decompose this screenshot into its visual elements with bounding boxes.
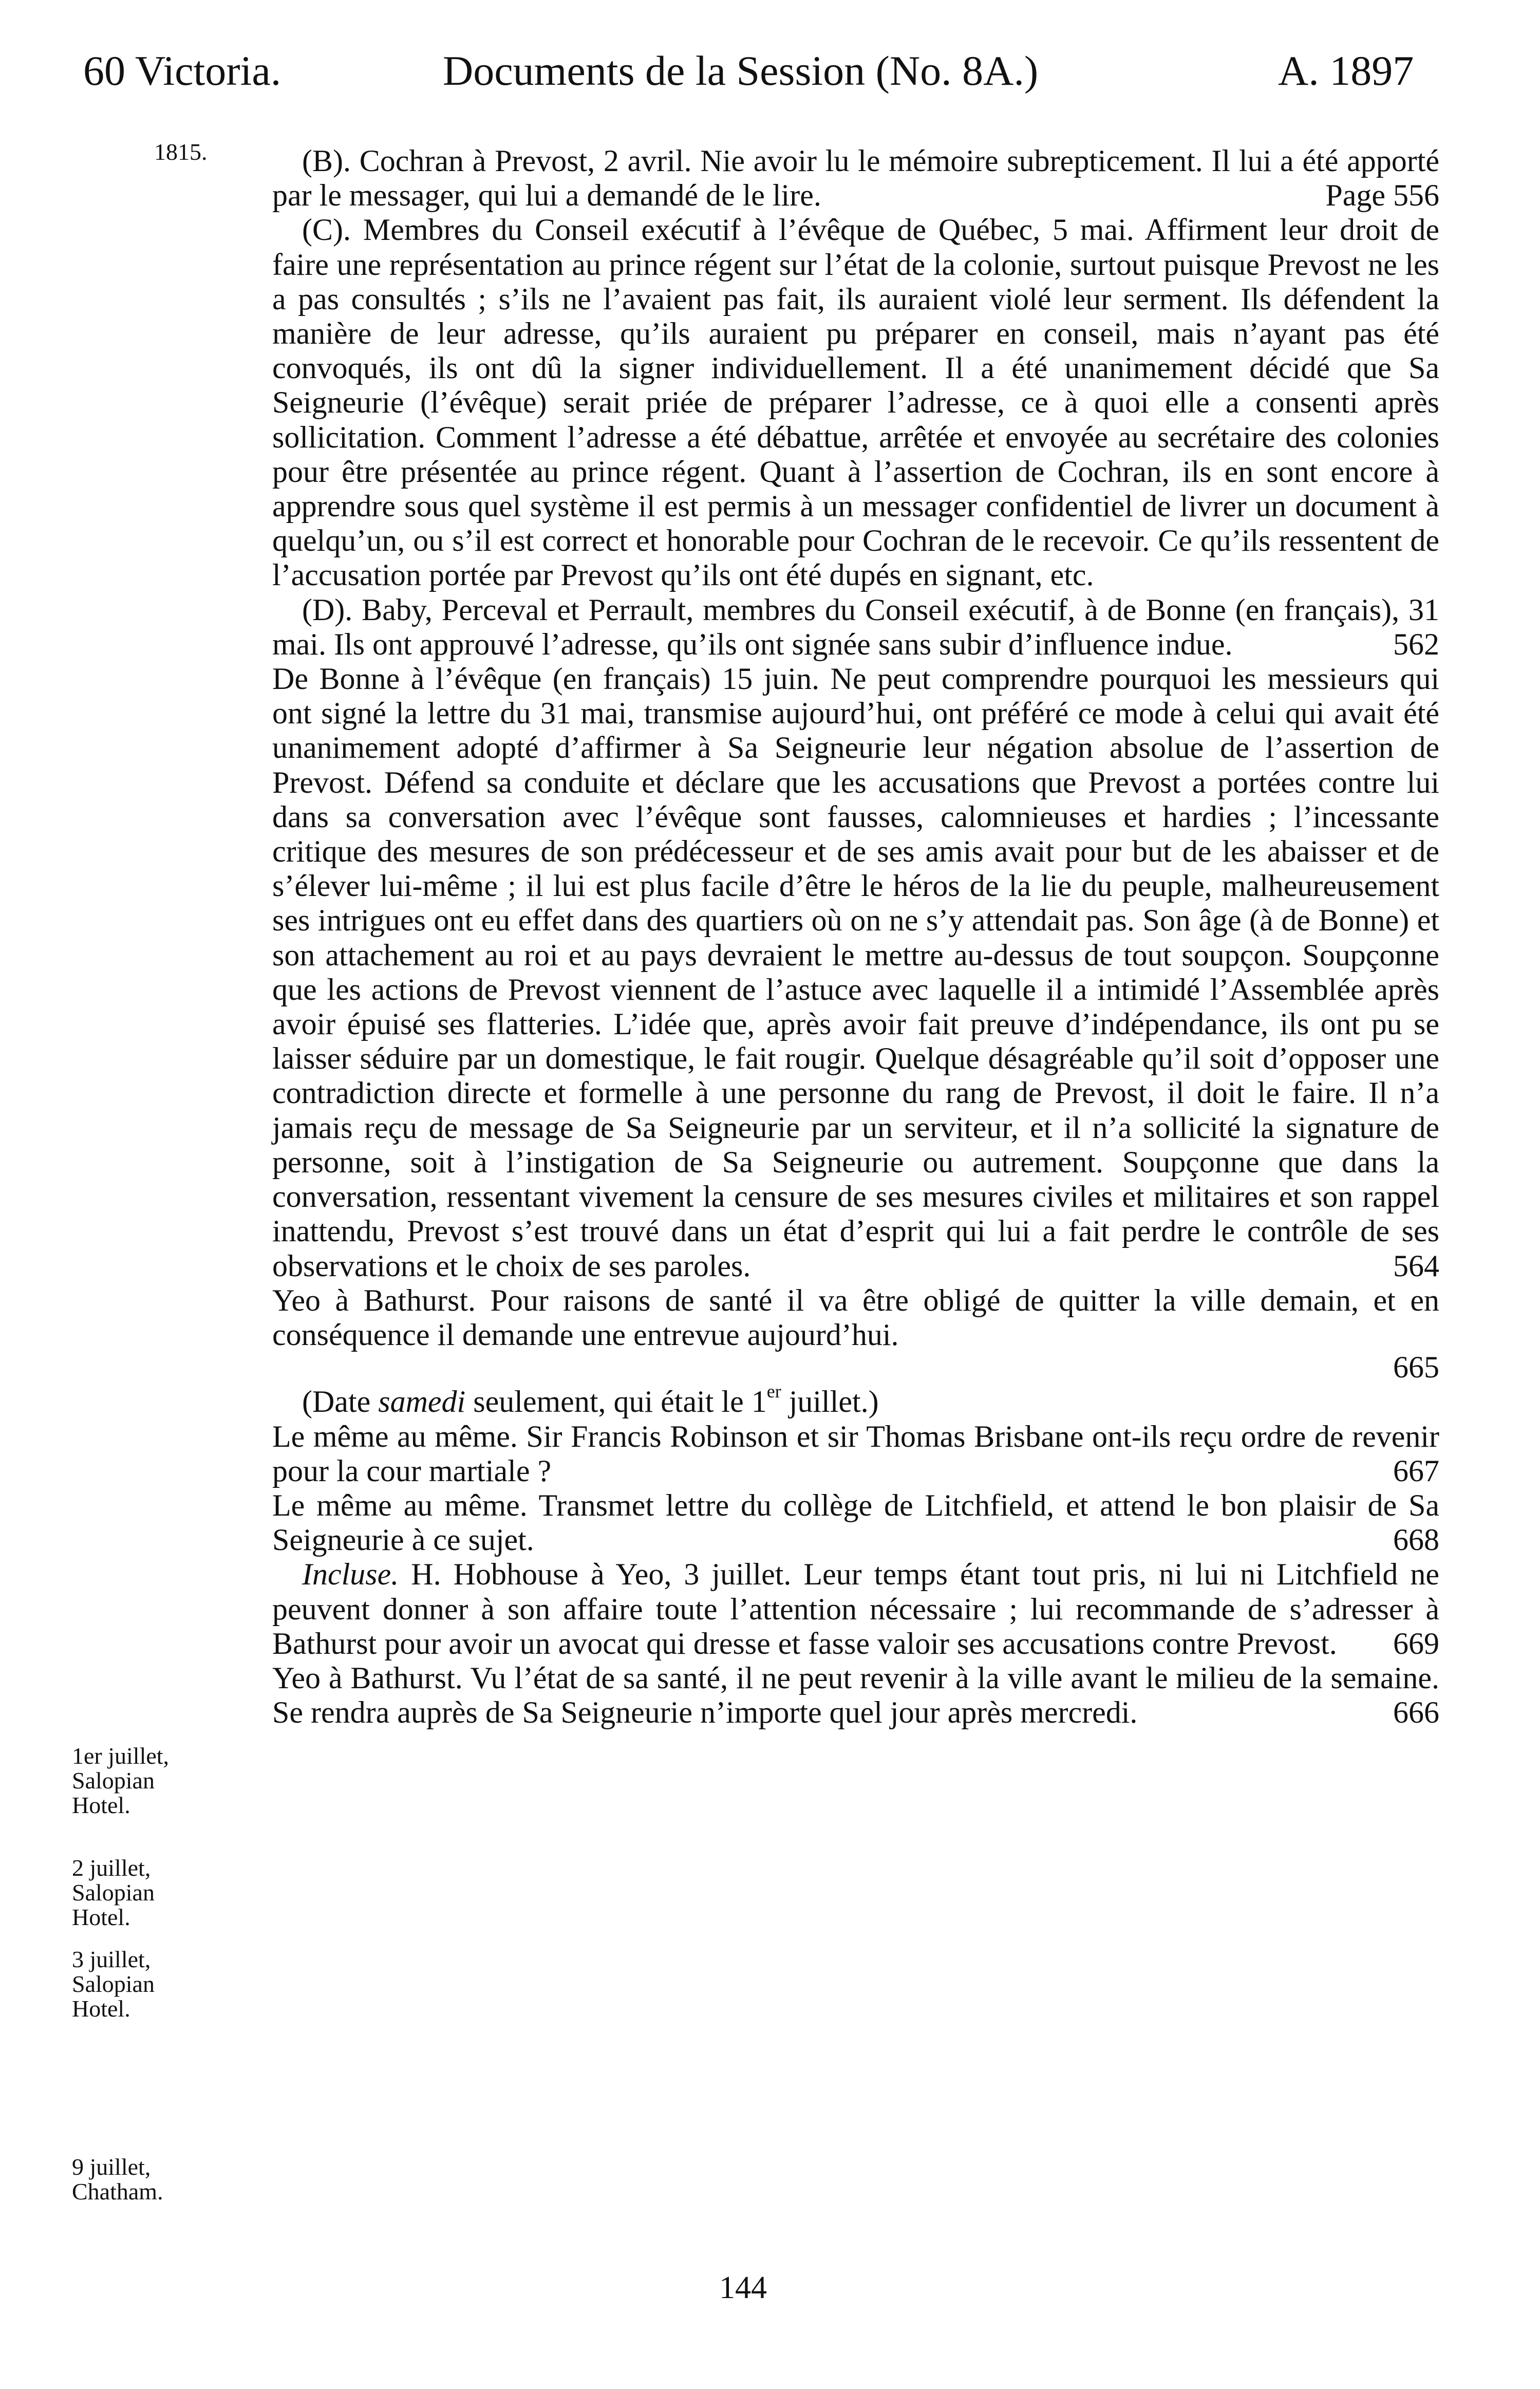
date-note-text: juillet.) [781,1385,879,1419]
margin-note-line: Hotel. [72,1792,130,1818]
entry-label: Incluse. [302,1557,399,1592]
entry-ref: 667 [1393,1453,1439,1488]
entry-ref: 668 [1393,1523,1439,1557]
entry-ref: 665 [1393,1350,1439,1385]
entry-ref: Page 556 [1325,178,1439,213]
margin-note-line: Hotel. [72,1995,130,2022]
margin-note-line: 2 juillet, [72,1855,151,1881]
entry-yeo-4 [272,1661,1439,1730]
margin-note-line: Chatham. [72,2178,163,2205]
margin-note-line: 9 juillet, [72,2154,151,2180]
entry-date-note [272,1381,1439,1419]
date-note-text: seulement, qui était le 1 [465,1385,767,1419]
entry-text: De Bonne à l’évêque (en français) 15 juin. Ne peut comprendre pourquoi les messieurs qui ont signé la lettre du 31 mai, transmise aujourd’hui, ont préféré ce mode à celui qui avait été unanimement adopté d’affirmer à Sa Seigneurie leur négation absolue de l’assertion de Prevost. Défend sa conduite et déclare que les accusations que Prevost a portées contre lui dans sa conversation avec l’évêque sont fausses, calomnieuses et hardies ; l’incessante critique des mesures de son prédécesseur et de ses amis avait pour but de les abaisser et de s’élever lui-même ; il lui est plus facile d’être le héros de la lie du peuple, malheureusement ses intrigues ont eu effet dans des quartiers où on ne s’y attendait pas. Son âge (à de Bonne) et son attachement au roi et au pays devraient le mettre au-dessus de tout soupçon. Soupçonne que les actions de Prevost viennent de l’astuce avec laquelle il a intimidé l’Assemblée après avoir épuisé ses flatteries. L’idée que, après avoir fait preuve d’indépendance, ils ont pu se laisser séduire par un domestique, le fait rougir. Quelque désagréable qu’il soit d’opposer une contradiction directe et formelle à une personne du rang de Prevost, il doit le faire. Il n’a jamais reçu de message de Sa Seigneurie par un serviteur, et il n’a sollicité la signature de personne, soit à l’instigation de Sa Seigneurie ou autrement. Soupçonne que dans la conversation, ressentant vivement la censure de ses mesures civiles et militaires et son rappel inattendu, Prevost s’est trouvé dans un état d’esprit qui lui a fait perdre le contrôle de ses observations et le choix de ses paroles. [272,662,1439,1283]
entry-yeo-2 [272,1420,1439,1488]
margin-note-3 [72,1947,155,2021]
entry-yeo-1 [272,1283,1439,1385]
entry-de-bonne [272,662,1439,1283]
margin-note-4 [72,2155,163,2204]
header-title: Documents de la Session (No. 8A.) [443,47,1039,94]
margin-note-line: Hotel. [72,1904,130,1930]
date-note-text: (Date [302,1385,379,1419]
body-text [272,144,1439,1730]
header-volume: 60 Victoria. [83,47,281,94]
entry-incluse [272,1557,1439,1661]
date-note-italic: samedi [378,1385,466,1419]
entry-text: Yeo à Bathurst. Pour raisons de santé il va être obligé de quitter la ville demain, et en conséquence il demande une entrevue aujourd’hui. [272,1283,1439,1352]
entry-text: (C). Membres du Conseil exécutif à l’évêque de Québec, 5 mai. Affirment leur droit de faire une représentation au prince régent sur l’état de la colonie, surtout puisque Prevost ne les a pas consultés ; s’ils ne l’avaient pas fait, ils auraient violé leur serment. Ils défendent la manière de leur adresse, qu’ils auraient pu préparer en conseil, mais n’ayant pas été convoqués, ils ont dû la signer individuellement. Il a été unanimement décidé que Sa Seigneurie (l’évêque) serait priée de préparer l’adresse, ce à quoi elle a consenti après sollicitation. Comment l’adresse a été débattue, arrêtée et envoyée au secrétaire des colonies pour être présentée au prince régent. Quant à l’assertion de Cochran, ils en sont encore à apprendre sous quel système il est permis à un messager confidentiel de livrer un document à quelqu’un, ou s’il est correct et honorable pour Cochran de le recevoir. Ce qu’ils ressentent de l’accusation portée par Prevost qu’ils ont été dupés en signant, etc. [272,213,1439,592]
entry-text: Le même au même. Sir Francis Robinson et sir Thomas Brisbane ont-ils reçu ordre de revenir pour la cour martiale ? [272,1419,1439,1488]
entry-c [272,213,1439,592]
entry-d [272,593,1439,662]
entry-text: Le même au même. Transmet lettre du collège de Litchfield, et attend le bon plaisir de Sa Seigneurie à ce sujet. [272,1488,1439,1557]
entry-text: (D). Baby, Perceval et Perrault, membres du Conseil exécutif, à de Bonne (en français), 31 mai. Ils ont approuvé l’adresse, qu’ils ont signée sans subir d’influence indue. [272,592,1439,661]
margin-note-2 [72,1856,155,1930]
entry-text: (B). Cochran à Prevost, 2 avril. Nie avoir lu le mémoire subrepticement. Il lui a été apporté par le messager, qui lui a demandé de le lire. [272,144,1439,213]
margin-note-line: 1er juillet, [72,1743,170,1769]
entry-text: Yeo à Bathurst. Vu l’état de sa santé, il ne peut revenir à la ville avant le milieu de la semaine. Se rendra auprès de Sa Seigneurie n’importe quel jour après mercredi. [272,1660,1439,1730]
margin-note-line: Salopian [72,1767,155,1794]
entry-text: H. Hobhouse à Yeo, 3 juillet. Leur temps étant tout pris, ni lui ni Litchfield ne peuvent donner à son affaire toute l’attention nécessaire ; lui recommande de s’adresser à Bathurst pour avoir un avocat qui dresse et fasse valoir ses accusations contre Prevost. [272,1557,1439,1660]
entry-b [272,144,1439,213]
entry-ref: 564 [1393,1248,1439,1283]
margin-note-1 [72,1744,169,1818]
entry-ref: 669 [1393,1626,1439,1660]
entry-ref: 562 [1393,627,1439,661]
margin-note-line: 3 juillet, [72,1946,151,1972]
margin-note-line: Salopian [72,1971,155,1997]
entry-ref: 666 [1393,1695,1439,1730]
date-note-superscript: er [766,1381,781,1402]
margin-note-line: Salopian [72,1879,155,1906]
entry-yeo-3 [272,1488,1439,1557]
header-year: A. 1897 [1278,47,1414,94]
margin-year: 1815. [154,139,208,165]
page-number: 144 [719,2270,767,2305]
